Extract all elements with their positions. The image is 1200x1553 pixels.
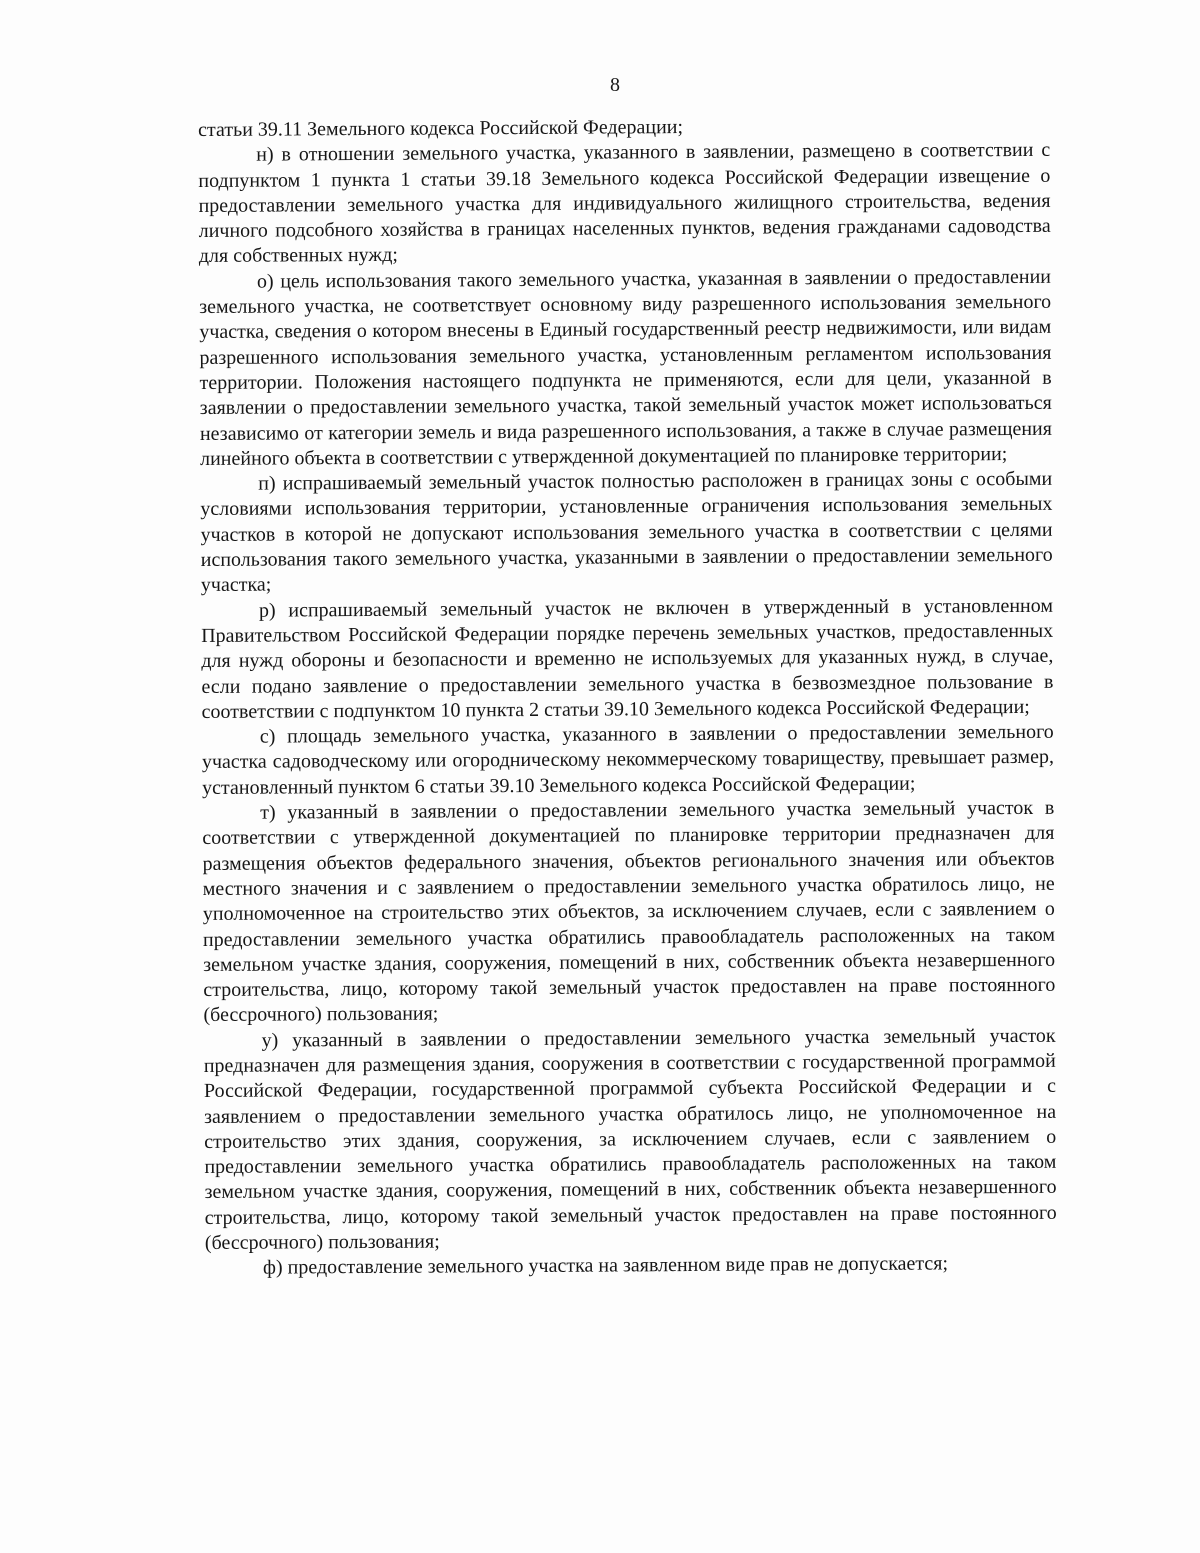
page-number: 8 [610, 74, 620, 96]
paragraph-continuation: статьи 39.11 Земельного кодекса Российской Федерации; [198, 116, 684, 141]
paragraph-n: н) в отношении земельного участка, указанного в заявлении, размещено в соответствии с подпунктом 1 пункта 1 статьи 39.18 Земельного кодекса Российской Федерации извещение о предоставлении земельного участка для индивидуального жилищного строительства, ведения личного подсобного хозяйства в границах населенных пунктов, ведения гражданами садоводства для собственных нужд; [198, 139, 1051, 268]
paragraph-s: с) площадь земельного участка, указанного в заявлении о предоставлении земельного участка садоводческому или огородническому некоммерческому товариществу, превышает размер, установленный пунктом 6 статьи 39.10 Земельного кодекса Российской Федерации; [201, 720, 1054, 799]
paragraph-t: т) указанный в заявлении о предоставлении земельного участка земельный участок в соответствии с утвержденной документацией по планировке территории предназначен для размещения объектов федерального значения, объектов регионального значения или объектов местного значения и с заявлением о предоставлении земельного участка обратилось лицо, не уполномоченное на строительство этих объектов, за исключением случаев, если с заявлением о предоставлении земельного участка обратились правообладатель расположенных на таком земельном участке здания, сооружения, помещений в них, собственник объекта незавершенного строительства, лицо, которому такой земельный участок предоставлен на праве постоянного (бессрочного) пользования; [202, 796, 1056, 1027]
paragraph-r: р) испрашиваемый земельный участок не включен в утвержденный в установленном Правительством Российской Федерации порядке перечень земельных участков, предоставленных для нужд обороны и безопасности и временно не используемых для указанных нужд, в случае, если подано заявление о предоставлении земельного участка в безвозмездное пользование в соответствии с подпунктом 10 пункта 2 статьи 39.10 Земельного кодекса Российской Федерации; [201, 594, 1054, 723]
paragraph-u: у) указанный в заявлении о предоставлении земельного участка земельный участок предназначен для размещения здания, сооружения в соответствии с государственной программой Российской Федерации, государственной программой субъекта Российской Федерации и с заявлением о предоставлении земельного участка обратилось лицо, не уполномоченное на строительство этих здания, сооружения, за исключением случаев, если с заявлением о предоставлении земельного участка обратились правообладатель расположенных на таком земельном участке здания, сооружения, помещений в них, собственник объекта незавершенного строительства, лицо, которому такой земельный участок предоставлен на праве постоянного (бессрочного) пользования; [203, 1024, 1057, 1255]
document-body [198, 113, 1057, 1282]
paragraph-f: ф) предоставление земельного участка на заявленном виде прав не допускается; [262, 1252, 949, 1279]
paragraph-o: о) цель использования такого земельного участка, указанная в заявлении о предоставлении земельного участка, не соответствует основному виду разрешенного использования земельного участка, сведения о котором внесены в Единый государственный реестр недвижимости, или видам разрешенного использования земельного участка, установленным регламентом использования территории. Положения настоящего подпункта не применяются, если для цели, указанной в заявлении о предоставлении земельного участка, такой земельный участок может использоваться независимо от категории земель и вида разрешенного использования, а также в случае размещения линейного объекта в соответствии с утвержденной документацией по планировке территории; [199, 265, 1052, 470]
paragraph-p: п) испрашиваемый земельный участок полностью расположен в границах зоны с особыми условиями использования территории, установленные ограничения использования земельных участков в которой не допускают использования земельного участка в соответствии с целями использования такого земельного участка, указанными в заявлении о предоставлении земельного участка; [200, 467, 1053, 597]
